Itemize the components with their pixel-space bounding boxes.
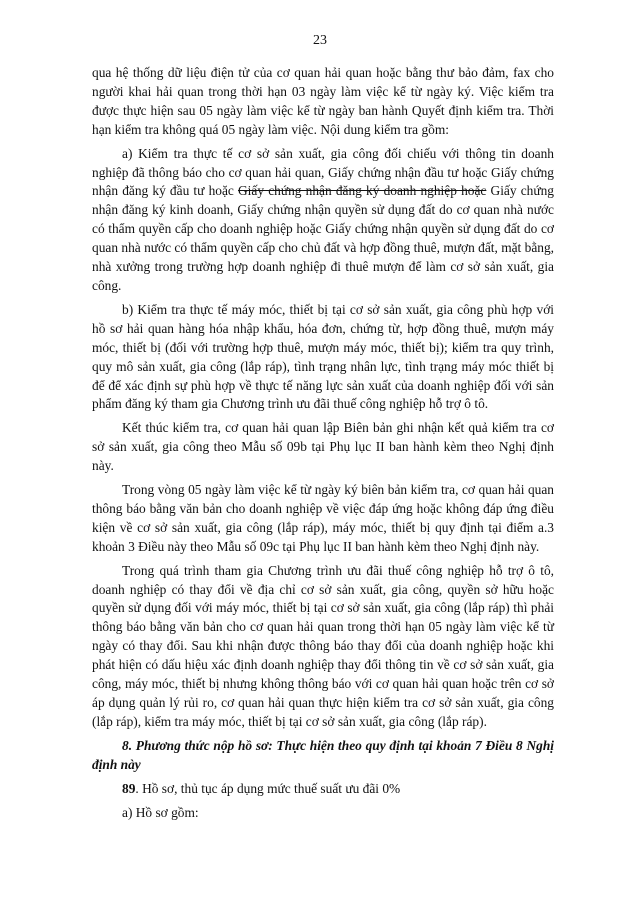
paragraph-a-before: a) Kiểm tra thực tế cơ sở sản xuất, gia công đối chiếu với thông tin doanh nghiệp đã thông báo cho cơ quan hải quan, Giấy chứng nhận đầu tư hoặc Giấy chứng nhận đăng ký đầu tư hoặc — [92, 145, 554, 199]
section-89-title: . Hồ sơ, thủ tục áp dụng mức thuế suất ưu đãi 0% — [135, 780, 401, 796]
struck-text: Giấy chứng nhận đăng ký doanh nghiệp hoặc — [238, 183, 487, 199]
paragraph-a-documents: a) Hồ sơ gồm: — [122, 804, 199, 820]
paragraph-changes: Trong quá trình tham gia Chương trình ưu đãi thuế công nghiệp hỗ trợ ô tô, doanh nghiệp có thay đổi về địa chỉ cơ sở sản xuất, gia công, quyền sở hữu hoặc quyền sử dụng đối với máy móc, thiết bị tại cơ sở sản xuất, gia công (lắp ráp) thì phải thông báo bằng văn bản cho cơ quan hải quan trong thời hạn 05 ngày làm việc kể từ ngày có thay đổi. Sau khi nhận được thông báo thay đổi của doanh nghiệp hoặc khi phát hiện có dấu hiệu xác định doanh nghiệp thay đổi thông tin về cơ sở sản xuất, gia công, máy móc, thiết bị nhưng không thông báo với cơ quan hải quan hoặc trên cơ sở áp dụng quản lý rủi ro, cơ quan hải quan thực hiện kiểm tra cơ sở sản xuất, gia công (lắp ráp), kiểm tra máy móc, thiết bị tại cơ sở sản xuất, gia công (lắp ráp). — [92, 562, 554, 729]
page-number: 23 — [313, 33, 327, 48]
paragraph-notification: Trong vòng 05 ngày làm việc kể từ ngày ký biên bản kiểm tra, cơ quan hải quan thông báo bằng văn bản cho doanh nghiệp về việc đáp ứng hoặc không đáp ứng điều kiện về cơ sở sản xuất, gia công (lắp ráp), máy móc, thiết bị quy định tại điểm a.3 khoản 3 Điều này theo Mẫu số 09c tại Phụ lục II ban hành kèm theo Nghị định này. — [92, 482, 554, 554]
section-89-heading — [92, 780, 554, 799]
document-body — [92, 64, 554, 827]
paragraph-conclusion: Kết thúc kiểm tra, cơ quan hải quan lập Biên bản ghi nhận kết quả kiểm tra cơ sở sản xuất, gia công theo Mẫu số 09b tại Phụ lục II ban hành kèm theo Nghị định này. — [92, 420, 554, 474]
paragraph-a-after: Giấy chứng nhận đăng ký kinh doanh, Giấy chứng nhận quyền sử dụng đất do cơ quan nhà nước có thẩm quyền cấp cho doanh nghiệp hoặc Giấy chứng nhận quyền sử dụng đất do cơ quan nhà nước có thẩm quyền cấp cho chủ đất và hợp đồng thuê, mượn đất, mặt bằng, nhà xưởng trong trường hợp doanh nghiệp đi thuê mượn để làm cơ sở sản xuất, gia công. — [92, 183, 554, 293]
section-8-heading: 8. Phương thức nộp hồ sơ: Thực hiện theo quy định tại khoản 7 Điều 8 Nghị định này — [92, 737, 554, 772]
paragraph-intro: qua hệ thống dữ liệu điện tử của cơ quan hải quan hoặc bằng thư bảo đảm, fax cho người khai hải quan trong thời hạn 03 ngày làm việc kể từ ngày ký. Việc kiểm tra được thực hiện sau 05 ngày làm việc kể từ ngày ban hành Quyết định kiểm tra. Thời hạn kiểm tra không quá 05 ngày làm việc. Nội dung kiểm tra gồm: — [92, 65, 554, 137]
section-89-number: 89 — [122, 780, 136, 796]
paragraph-a — [92, 145, 554, 296]
paragraph-b: b) Kiểm tra thực tế máy móc, thiết bị tại cơ sở sản xuất, gia công phù hợp với hồ sơ hải quan hàng hóa nhập khẩu, hóa đơn, chứng từ, hợp đồng thuê, mượn máy móc, thiết bị (đối với trường hợp thuê, mượn máy móc, thiết bị); kiểm tra quy trình, quy mô sản xuất, gia công (lắp ráp), tình trạng nhân lực, tình trạng máy móc thiết bị để để xác định sự phù hợp về thực tế năng lực sản xuất của doanh nghiệp đối với sản phẩm đăng ký tham gia Chương trình ưu đãi thuế công nghiệp hỗ trợ ô tô. — [92, 301, 554, 412]
